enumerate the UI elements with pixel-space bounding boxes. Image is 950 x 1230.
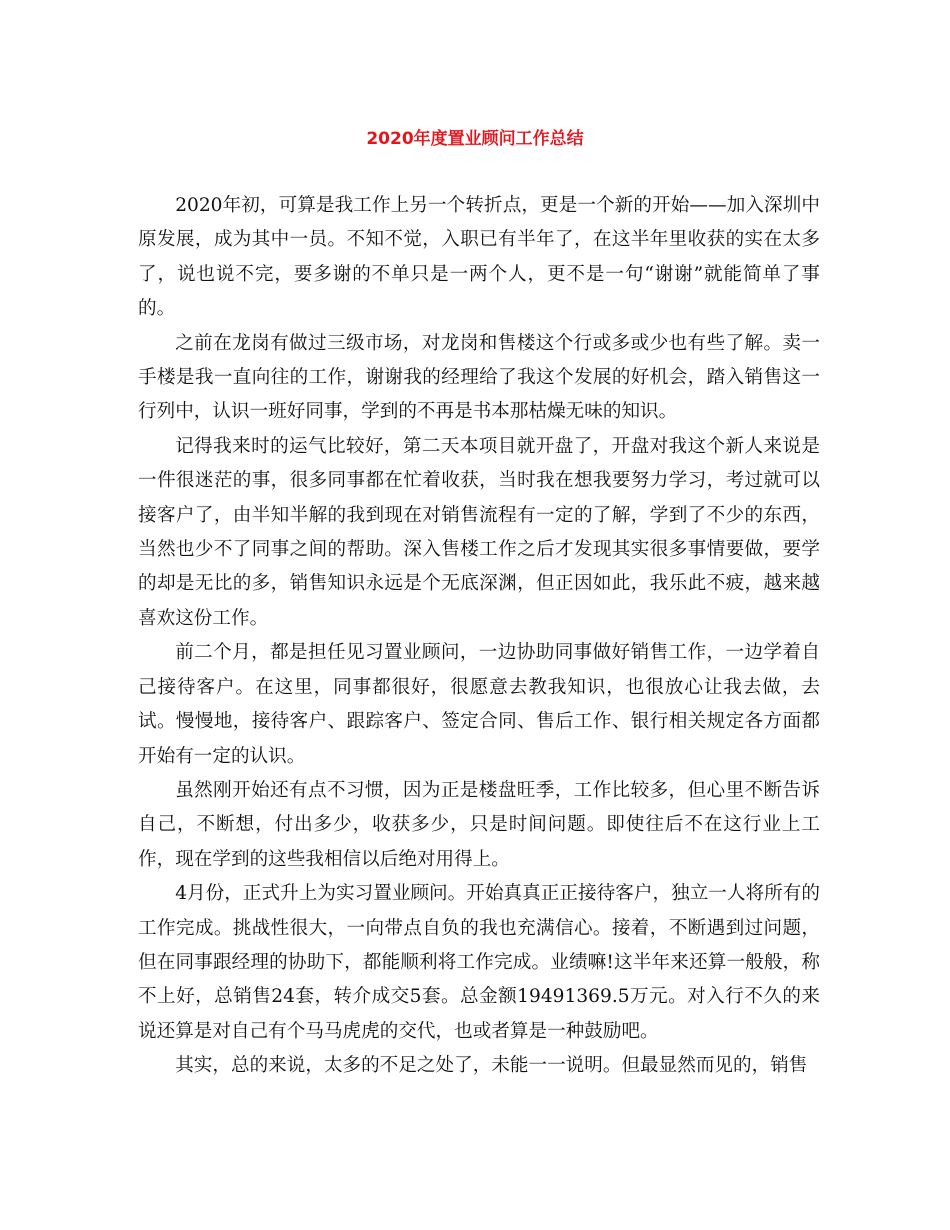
document-body	[138, 189, 820, 1084]
paragraph: 前二个月，都是担任见习置业顾问，一边协助同事做好销售工作，一边学着自己接待客户。在这里，同事都很好，很愿意去教我知识，也很放心让我去做，去试。慢慢地，接待客户、跟踪客户、签定合同、售后工作、银行相关规定各方面都开始有一定的认识。	[138, 642, 820, 767]
paragraph: 4月份，正式升上为实习置业顾问。开始真真正正接待客户，独立一人将所有的工作完成。挑战性很大，一向带点自负的我也充满信心。接着，不断遇到过问题，但在同事跟经理的协助下，都能顺利将工作完成。业绩嘛!这半年来还算一般般，称不上好，总销售24套，转介成交5套。总金额19491369.5万元。对入行不久的来说还算是对自己有个马马虎虎的交代，也或者算是一种鼓励吧。	[138, 883, 820, 1042]
paragraph: 其实，总的来说，太多的不足之处了，未能一一说明。但最显然而见的，销售	[175, 1055, 808, 1077]
paragraph: 虽然刚开始还有点不习惯，因为正是楼盘旺季，工作比较多，但心里不断告诉自己，不断想，付出多少，收获多少，只是时间问题。即使往后不在这行业上工作，现在学到的这些我相信以后绝对用得上。	[138, 779, 820, 870]
paragraph: 之前在龙岗有做过三级市场，对龙岗和售楼这个行或多或少也有些了解。卖一手楼是我一直向往的工作，谢谢我的经理给了我这个发展的好机会，踏入销售这一行列中，认识一班好同事，学到的不再是书本那枯燥无味的知识。	[138, 332, 820, 423]
document-title: 2020年度置业顾问工作总结	[366, 129, 584, 149]
paragraph: 记得我来时的运气比较好，第二天本项目就开盘了，开盘对我这个新人来说是一件很迷茫的事，很多同事都在忙着收获，当时我在想我要努力学习，考过就可以接客户了，由半知半解的我到现在对销售流程有一定的了解，学到了不少的东西，当然也少不了同事之间的帮助。深入售楼工作之后才发现其实很多事情要做，要学的却是无比的多，销售知识永远是个无底深渊，但正因如此，我乐此不疲，越来越喜欢这份工作。	[138, 435, 820, 629]
paragraph: 2020年初，可算是我工作上另一个转折点，更是一个新的开始——加入深圳中原发展，成为其中一员。不知不觉，入职已有半年了，在这半年里收获的实在太多了，说也说不完，要多谢的不单只是一两个人，更不是一句“谢谢”就能简单了事的。	[138, 195, 820, 320]
